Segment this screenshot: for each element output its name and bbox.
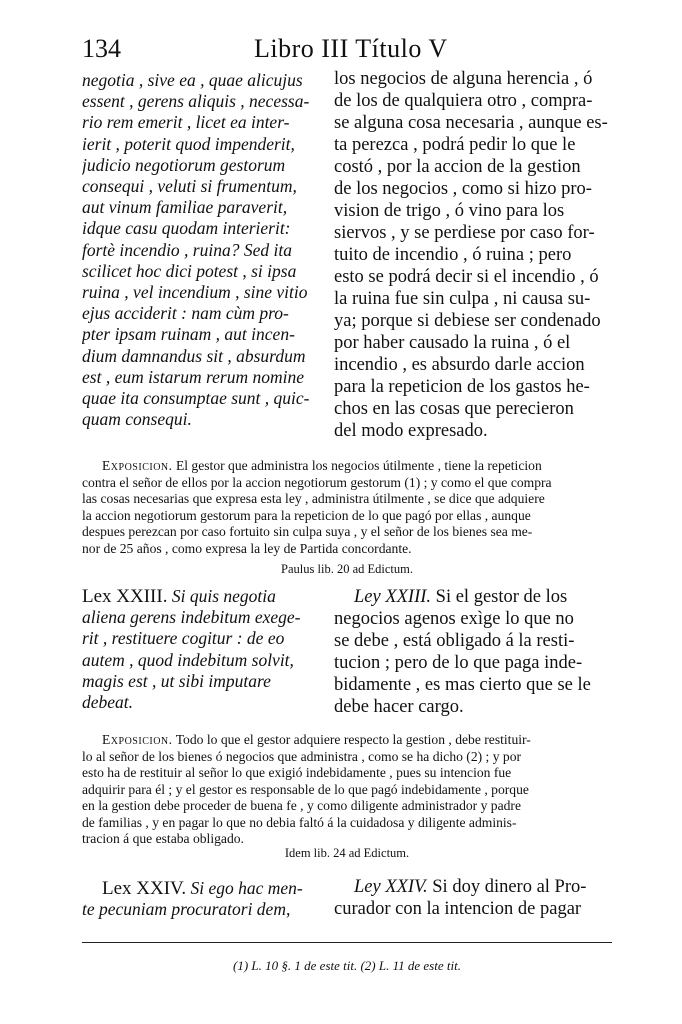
spanish-line: costó , por la accion de la gestion <box>334 157 581 177</box>
spanish-line: esto se podrá decir si el incendio , ó <box>334 267 599 287</box>
spanish-line: del modo expresado. <box>334 421 488 441</box>
exposicion-line: en la gestion debe proceder de buena fe , y como diligente administrador y padre <box>82 798 521 813</box>
exposicion-line: nor de 25 años , como expresa la ley de Partida concordante. <box>82 540 412 556</box>
latin-line: debeat. <box>82 692 134 713</box>
latin-line: quam consequi. <box>82 409 192 430</box>
spanish-line: tuito de incendio , ó ruina ; pero <box>334 245 572 265</box>
latin-line: consequi , veluti si frumentum, <box>82 176 297 197</box>
spanish-column-2 <box>334 586 614 718</box>
running-title: Libro III Título V <box>254 34 448 63</box>
ley-label: Ley XXIV. <box>354 877 428 897</box>
latin-column-1 <box>82 70 320 430</box>
latin-line: rio rem emerit , licet ea inter- <box>82 112 290 133</box>
source-citation-1: Paulus lib. 20 ad Edictum. <box>281 562 413 576</box>
exposicion-label: Exposicion. <box>102 732 173 747</box>
source-citation-2: Idem lib. 24 ad Edictum. <box>284 846 410 860</box>
latin-first-line <box>82 878 320 899</box>
latin-text: Si quis negotia <box>167 586 276 606</box>
spanish-line: tucion ; pero de lo que paga inde- <box>334 653 583 673</box>
latin-line: idque casu quodam interierit: <box>82 218 291 239</box>
ley-label: Ley XXIII. <box>354 587 432 607</box>
latin-line: magis est , ut sibi imputare <box>82 670 271 691</box>
exposicion-line: lo al señor de los bienes ó negocios que administra , como se ha dicho (2) ; y por <box>82 748 522 764</box>
exposicion-text: Todo lo que el gestor adquiere respecto la gestion , debe restituir- <box>172 732 531 747</box>
spanish-line: para la repeticion de los gastos he- <box>334 377 590 397</box>
exposicion-line: contra el señor de ellos por la accion negotiorum gestorum (1) ; y como el que compra <box>82 474 552 490</box>
latin-text: Si ego hac men- <box>186 878 303 898</box>
exposicion-first-line <box>82 458 612 475</box>
spanish-line: se alguna cosa necesaria , aunque es- <box>334 113 608 133</box>
latin-line: essent , gerens aliquis , necessa- <box>82 91 310 112</box>
footnote-rule <box>82 942 612 943</box>
lex-label: Lex XXIV. <box>102 878 187 899</box>
latin-line: ruina , vel incendium , sine vitio <box>82 282 308 303</box>
spanish-line: de los de qualquiera otro , compra- <box>334 91 593 111</box>
exposicion-text: El gestor que administra los negocios útilmente , tiene la repeticion <box>172 458 542 473</box>
spanish-first-line <box>334 876 614 898</box>
latin-line: aut vinum familiae paraverit, <box>82 197 288 218</box>
spanish-line: bidamente , es mas cierto que se le <box>334 675 591 695</box>
spanish-line: incendio , es absurdo darle accion <box>334 355 585 375</box>
spanish-line: debe hacer cargo. <box>334 697 464 717</box>
spanish-text: Si doy dinero al Pro- <box>427 877 587 897</box>
latin-line: dium damnandus sit , absurdum <box>82 345 306 366</box>
spanish-first-line <box>334 586 614 608</box>
latin-first-line <box>82 586 320 607</box>
lex-label: Lex XXIII. <box>82 586 168 607</box>
spanish-line: ya; porque si debiese ser condenado <box>334 311 601 331</box>
latin-line: autem , quod indebitum solvit, <box>82 649 294 670</box>
spanish-line: ta perezca , podrá pedir lo que le <box>334 135 576 155</box>
spanish-line: curador con la intencion de pagar <box>334 899 582 919</box>
spanish-line: la ruina fue sin culpa , ni causa su- <box>334 289 591 309</box>
latin-line: te pecuniam procuratori dem, <box>82 899 291 920</box>
exposicion-commentary-2 <box>82 732 612 848</box>
latin-line: pter ipsam ruinam , aut incen- <box>82 324 295 345</box>
exposicion-line: tracion á que estaba obligado. <box>82 831 244 846</box>
exposicion-label: Exposicion. <box>102 458 173 473</box>
exposicion-line: esto ha de restituir al señor lo que exigió indebidamente , pues su intencion fue <box>82 765 512 780</box>
latin-line: ierit , poterit quod impenderit, <box>82 133 295 154</box>
latin-line: aliena gerens indebitum exege- <box>82 607 301 628</box>
page-header <box>82 34 612 64</box>
exposicion-line: de familias , y en pagar lo que no debia faltó á la cuidadosa y diligente adminis- <box>82 814 517 830</box>
spanish-line: los negocios de alguna herencia , ó <box>334 69 593 89</box>
exposicion-first-line <box>82 732 612 749</box>
spanish-line: negocios agenos exìge lo que no <box>334 609 574 629</box>
spanish-line: vision de trigo , ó vino para los <box>334 201 565 221</box>
spanish-line: por haber causado la ruina , ó el <box>334 333 571 353</box>
latin-line: scilicet hoc dici potest , si ipsa <box>82 260 297 281</box>
spanish-text: Si el gestor de los <box>431 587 568 607</box>
exposicion-line: las cosas necesarias que expresa esta ley , administra útilmente , se dice que adquiere <box>82 491 545 506</box>
latin-line: ejus acciderit : nam cùm pro- <box>82 303 289 324</box>
latin-line: negotia , sive ea , quae alicujus <box>82 70 303 90</box>
latin-column-2 <box>82 586 320 713</box>
latin-column-3 <box>82 878 320 920</box>
exposicion-line: despues perezcan por caso fortuito sin culpa suya , y el señor de los bienes sea me- <box>82 524 533 539</box>
latin-line: judicio negotiorum gestorum <box>82 154 286 175</box>
page-number: 134 <box>82 34 121 63</box>
exposicion-commentary-1 <box>82 458 612 557</box>
footnotes: (1) L. 10 §. 1 de este tit. (2) L. 11 de este tit. <box>233 958 461 973</box>
latin-line: fortè incendio , ruina? Sed ita <box>82 239 292 260</box>
latin-line: quae ita consumptae sunt , quic- <box>82 388 310 409</box>
latin-line: est , eum istarum rerum nomine <box>82 366 304 387</box>
spanish-line: se debe , está obligado á la resti- <box>334 631 575 651</box>
spanish-line: de los negocios , como si hizo pro- <box>334 179 592 199</box>
exposicion-line: la accion negotiorum gestorum para la repeticion de lo que pagó por ellas , aunque <box>82 507 531 523</box>
spanish-column-1 <box>334 68 614 442</box>
spanish-column-3 <box>334 876 614 920</box>
exposicion-line: adquirir para él ; y el gestor es responsable de lo que pagó indebidamente , porque <box>82 781 529 797</box>
spanish-line: chos en las cosas que perecieron <box>334 399 574 419</box>
latin-line: rit , restituere cogitur : de eo <box>82 628 285 649</box>
spanish-line: siervos , y se perdiese por caso for- <box>334 223 595 243</box>
